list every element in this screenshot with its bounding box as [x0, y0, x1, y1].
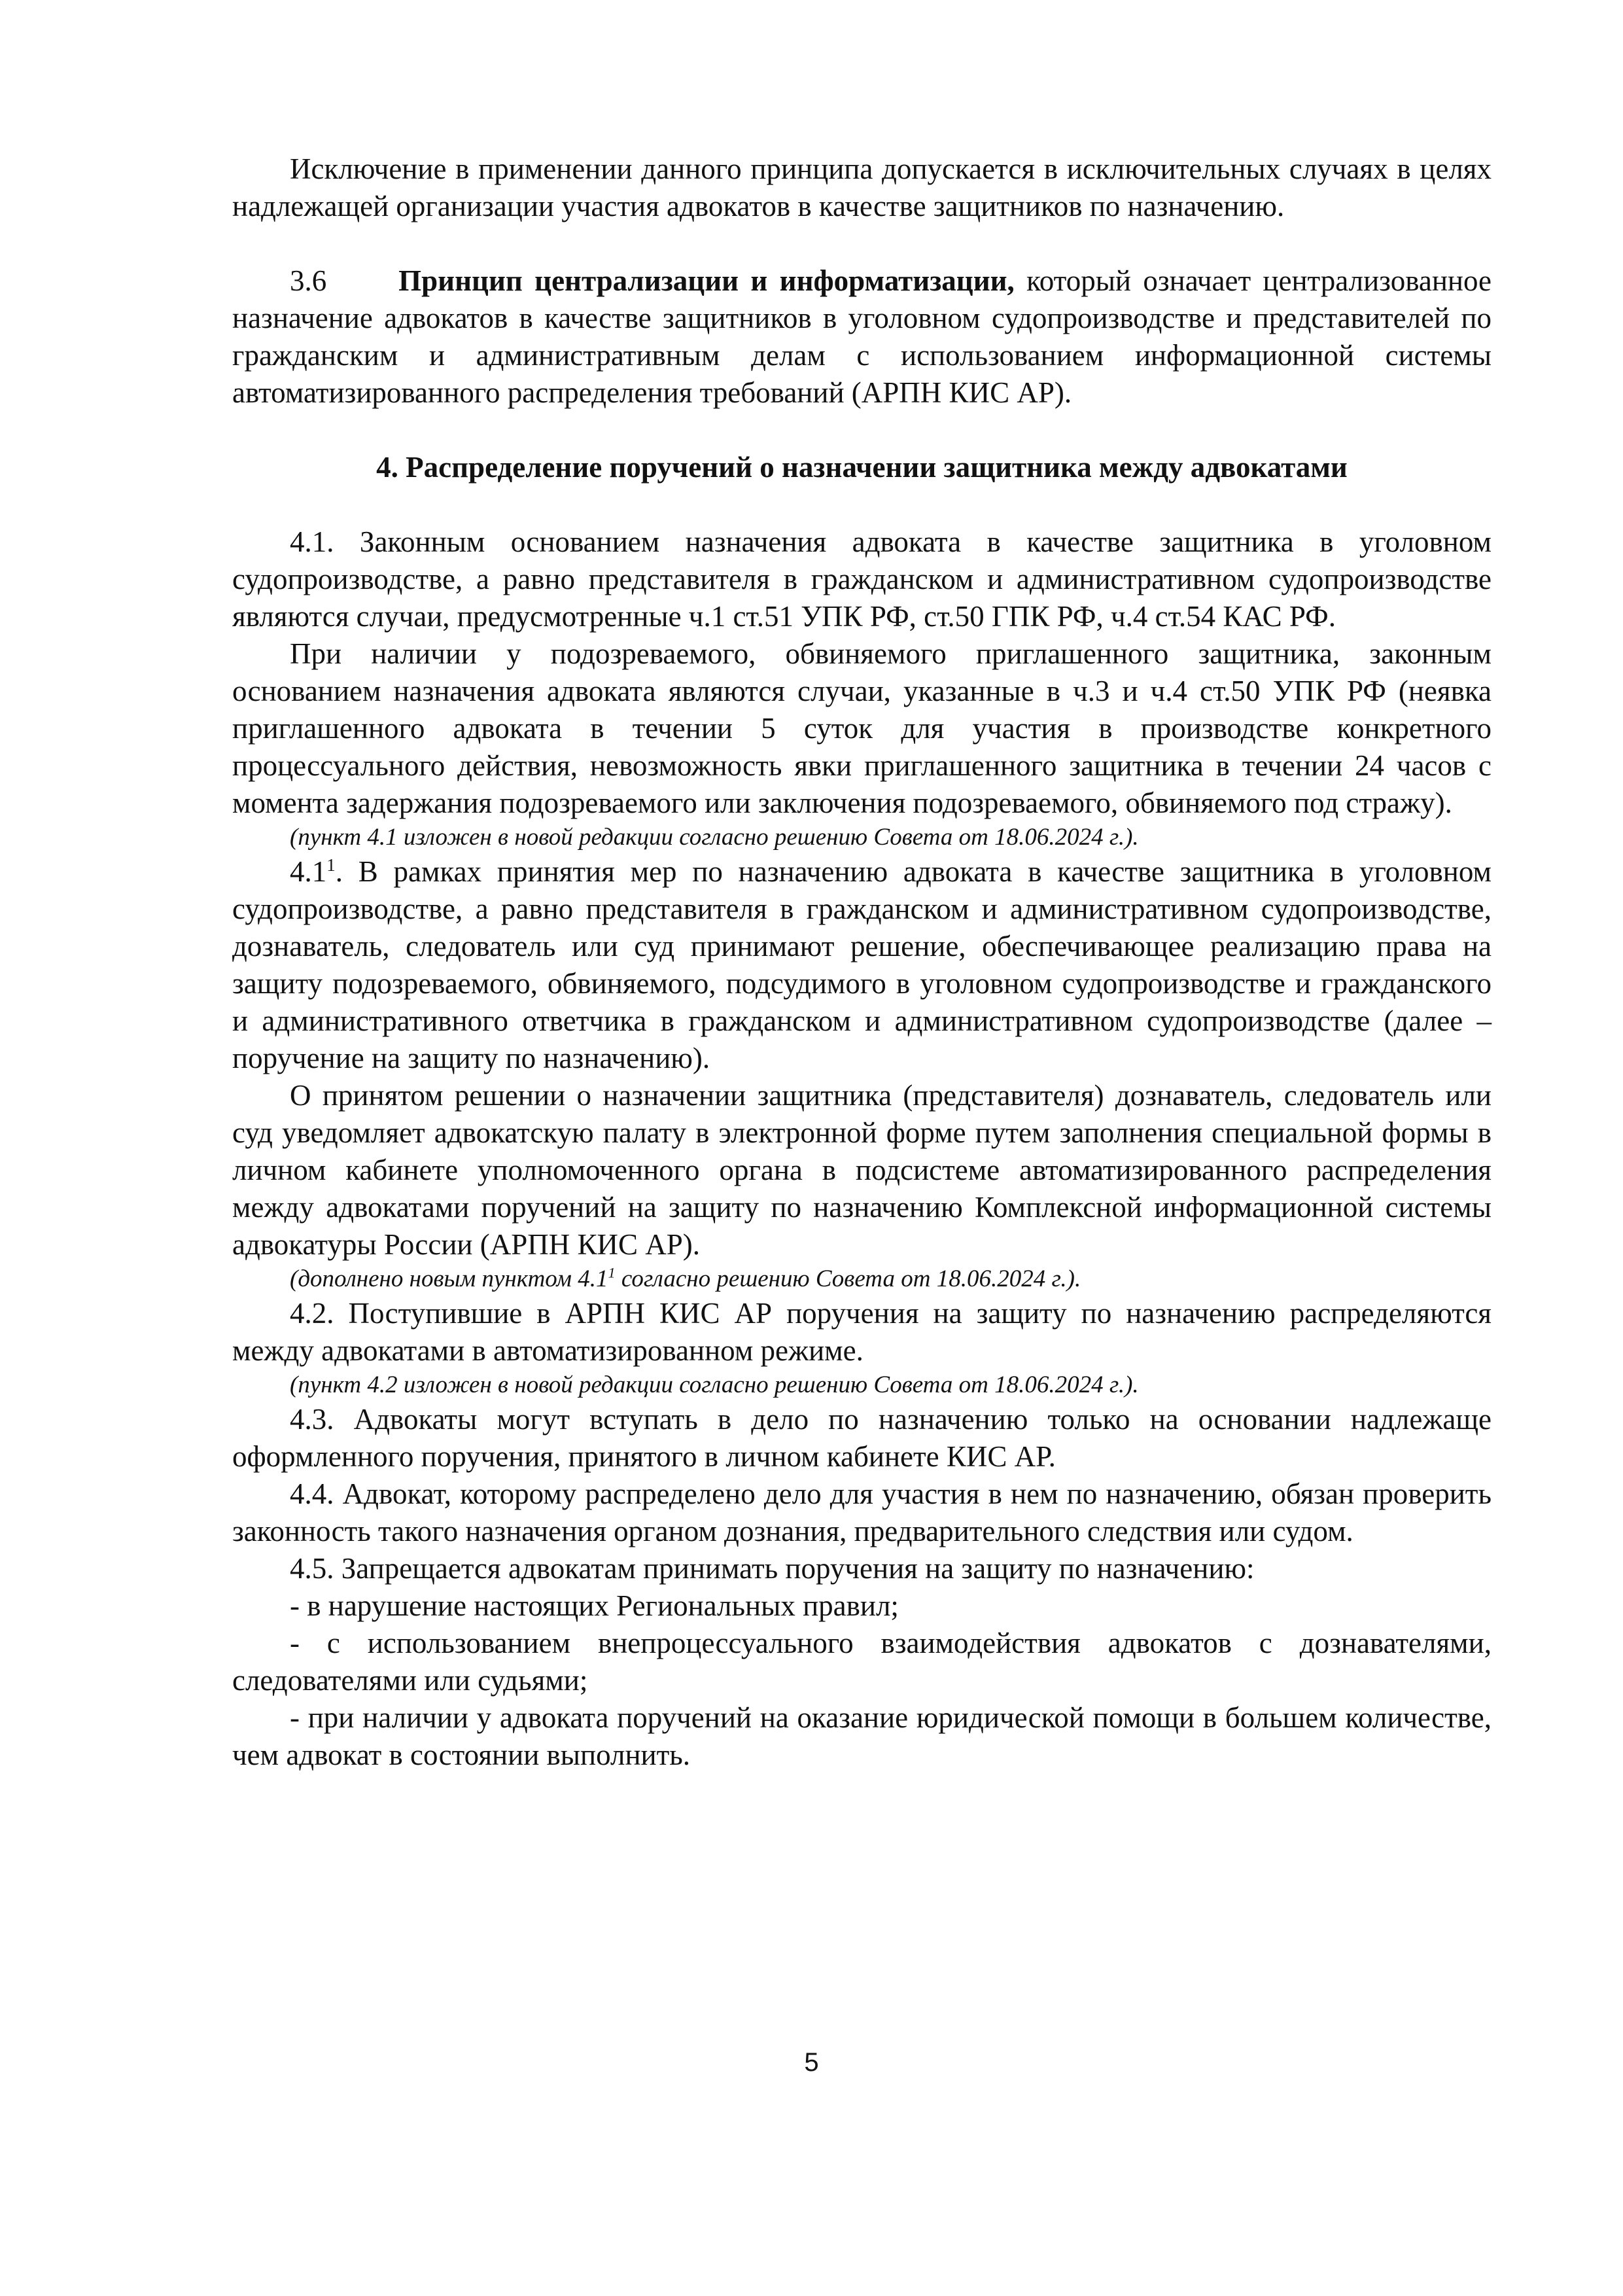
paragraph-4-1-continued: При наличии у подозреваемого, обвиняемого приглашенного защитника, законным основанием назначения адвоката являются случаи, указанные в ч.3 и ч.4 ст.50 УПК РФ (неявка приглашенного адвоката в течении 5 суток для участия в производстве конкретного процессуального действия, невозможность явки приглашенного защитника в течении 24 часов с момента задержания подозреваемого или заключения подозреваемого, обвиняемого под стражу). — [232, 637, 1492, 819]
spacer — [232, 486, 1492, 523]
document-page — [232, 150, 1492, 1774]
list-item: - в нарушение настоящих Региональных правил; — [290, 1589, 899, 1622]
superscript: 1 — [326, 855, 336, 875]
paragraph-4-3: 4.3. Адвокаты могут вступать в дело по назначению только на основании надлежаще оформленного поручения, принятого в личном кабинете КИС АР. — [232, 1403, 1492, 1473]
note-text: согласно решению Совета от 18.06.2024 г.). — [615, 1265, 1081, 1292]
paragraph-4-2: 4.2. Поступившие в АРПН КИС АР поручения на защиту по назначению распределяются между адвокатами в автоматизированном режиме. — [232, 1297, 1492, 1367]
paragraph-text: . В рамках принятия мер по назначению адвоката в качестве защитника в уголовном судопроизводстве, а равно представителя в гражданском и административном судопроизводстве, дознаватель, следователь или суд принимают решение, обеспечивающее реализацию права на защиту подозреваемого, обвиняемого, подсудимого в уголовном судопроизводстве и гражданского и административного ответчика в гражданском и административном судопроизводстве (далее – поручение на защиту по назначению). — [232, 855, 1492, 1074]
list-item: - при наличии у адвоката поручений на оказание юридической помощи в большем количестве, чем адвокат в состоянии выполнить. — [232, 1701, 1492, 1771]
spacer — [232, 225, 1492, 262]
paragraph-3-6 — [232, 262, 1492, 412]
paragraph-4-4: 4.4. Адвокат, которому распределено дело для участия в нем по назначению, обязан проверить законность такого назначения органом дознания, предварительного следствия или судом. — [232, 1477, 1492, 1547]
paragraph-4-1-1-continued: О принятом решении о назначении защитника (представителя) дознаватель, следователь или суд уведомляет адвокатскую палату в электронной форме путем заполнения специальной формы в личном кабинете уполномоченного органа в подсистеме автоматизированного распределения между адвокатами поручений на защиту по назначению Комплексной информационной системы адвокатуры России (АРПН КИС АР). — [232, 1079, 1492, 1261]
paragraph-number: 3.6 — [290, 264, 327, 297]
spacer — [232, 412, 1492, 449]
amendment-note-4-1: (пункт 4.1 изложен в новой редакции согласно решению Совета от 18.06.2024 г.). — [290, 824, 1139, 851]
paragraph-text: который означает централизованное назначение адвокатов в качестве защитников в уголовном судопроизводстве и представителей по гражданским и административным делам с использованием информационной системы автоматизированного распределения требований (АРПН КИС АР). — [232, 264, 1492, 409]
paragraph-4-5: 4.5. Запрещается адвокатам принимать поручения на защиту по назначению: — [290, 1552, 1255, 1585]
note-text: (дополнено новым пунктом 4.1 — [290, 1265, 608, 1292]
paragraph-exception: Исключение в применении данного принципа допускается в исключительных случаях в целях надлежащей организации участия адвокатов в качестве защитников по назначению. — [232, 152, 1492, 222]
paragraph-4-1: 4.1. Законным основанием назначения адвоката в качестве защитника в уголовном судопроизводстве, а равно представителя в гражданском и административном судопроизводстве являются случаи, предусмотренные ч.1 ст.51 УПК РФ, ст.50 ГПК РФ, ч.4 ст.54 КАС РФ. — [232, 525, 1492, 633]
list-item: - с использованием внепроцессуального взаимодействия адвокатов с дознавателями, следователями или судьями; — [232, 1627, 1492, 1697]
page-number: 5 — [804, 2048, 819, 2077]
principle-title: Принцип централизации и информатизации, — [398, 264, 1015, 297]
superscript: 1 — [608, 1264, 616, 1281]
amendment-note-4-2: (пункт 4.2 изложен в новой редакции согласно решению Совета от 18.06.2024 г.). — [290, 1371, 1139, 1398]
paragraph-4-1-1 — [232, 853, 1492, 1077]
section-heading: 4. Распределение поручений о назначении защитника между адвокатами — [376, 451, 1348, 484]
amendment-note-4-1-1 — [232, 1263, 1492, 1295]
paragraph-number: 4.1 — [290, 855, 327, 888]
